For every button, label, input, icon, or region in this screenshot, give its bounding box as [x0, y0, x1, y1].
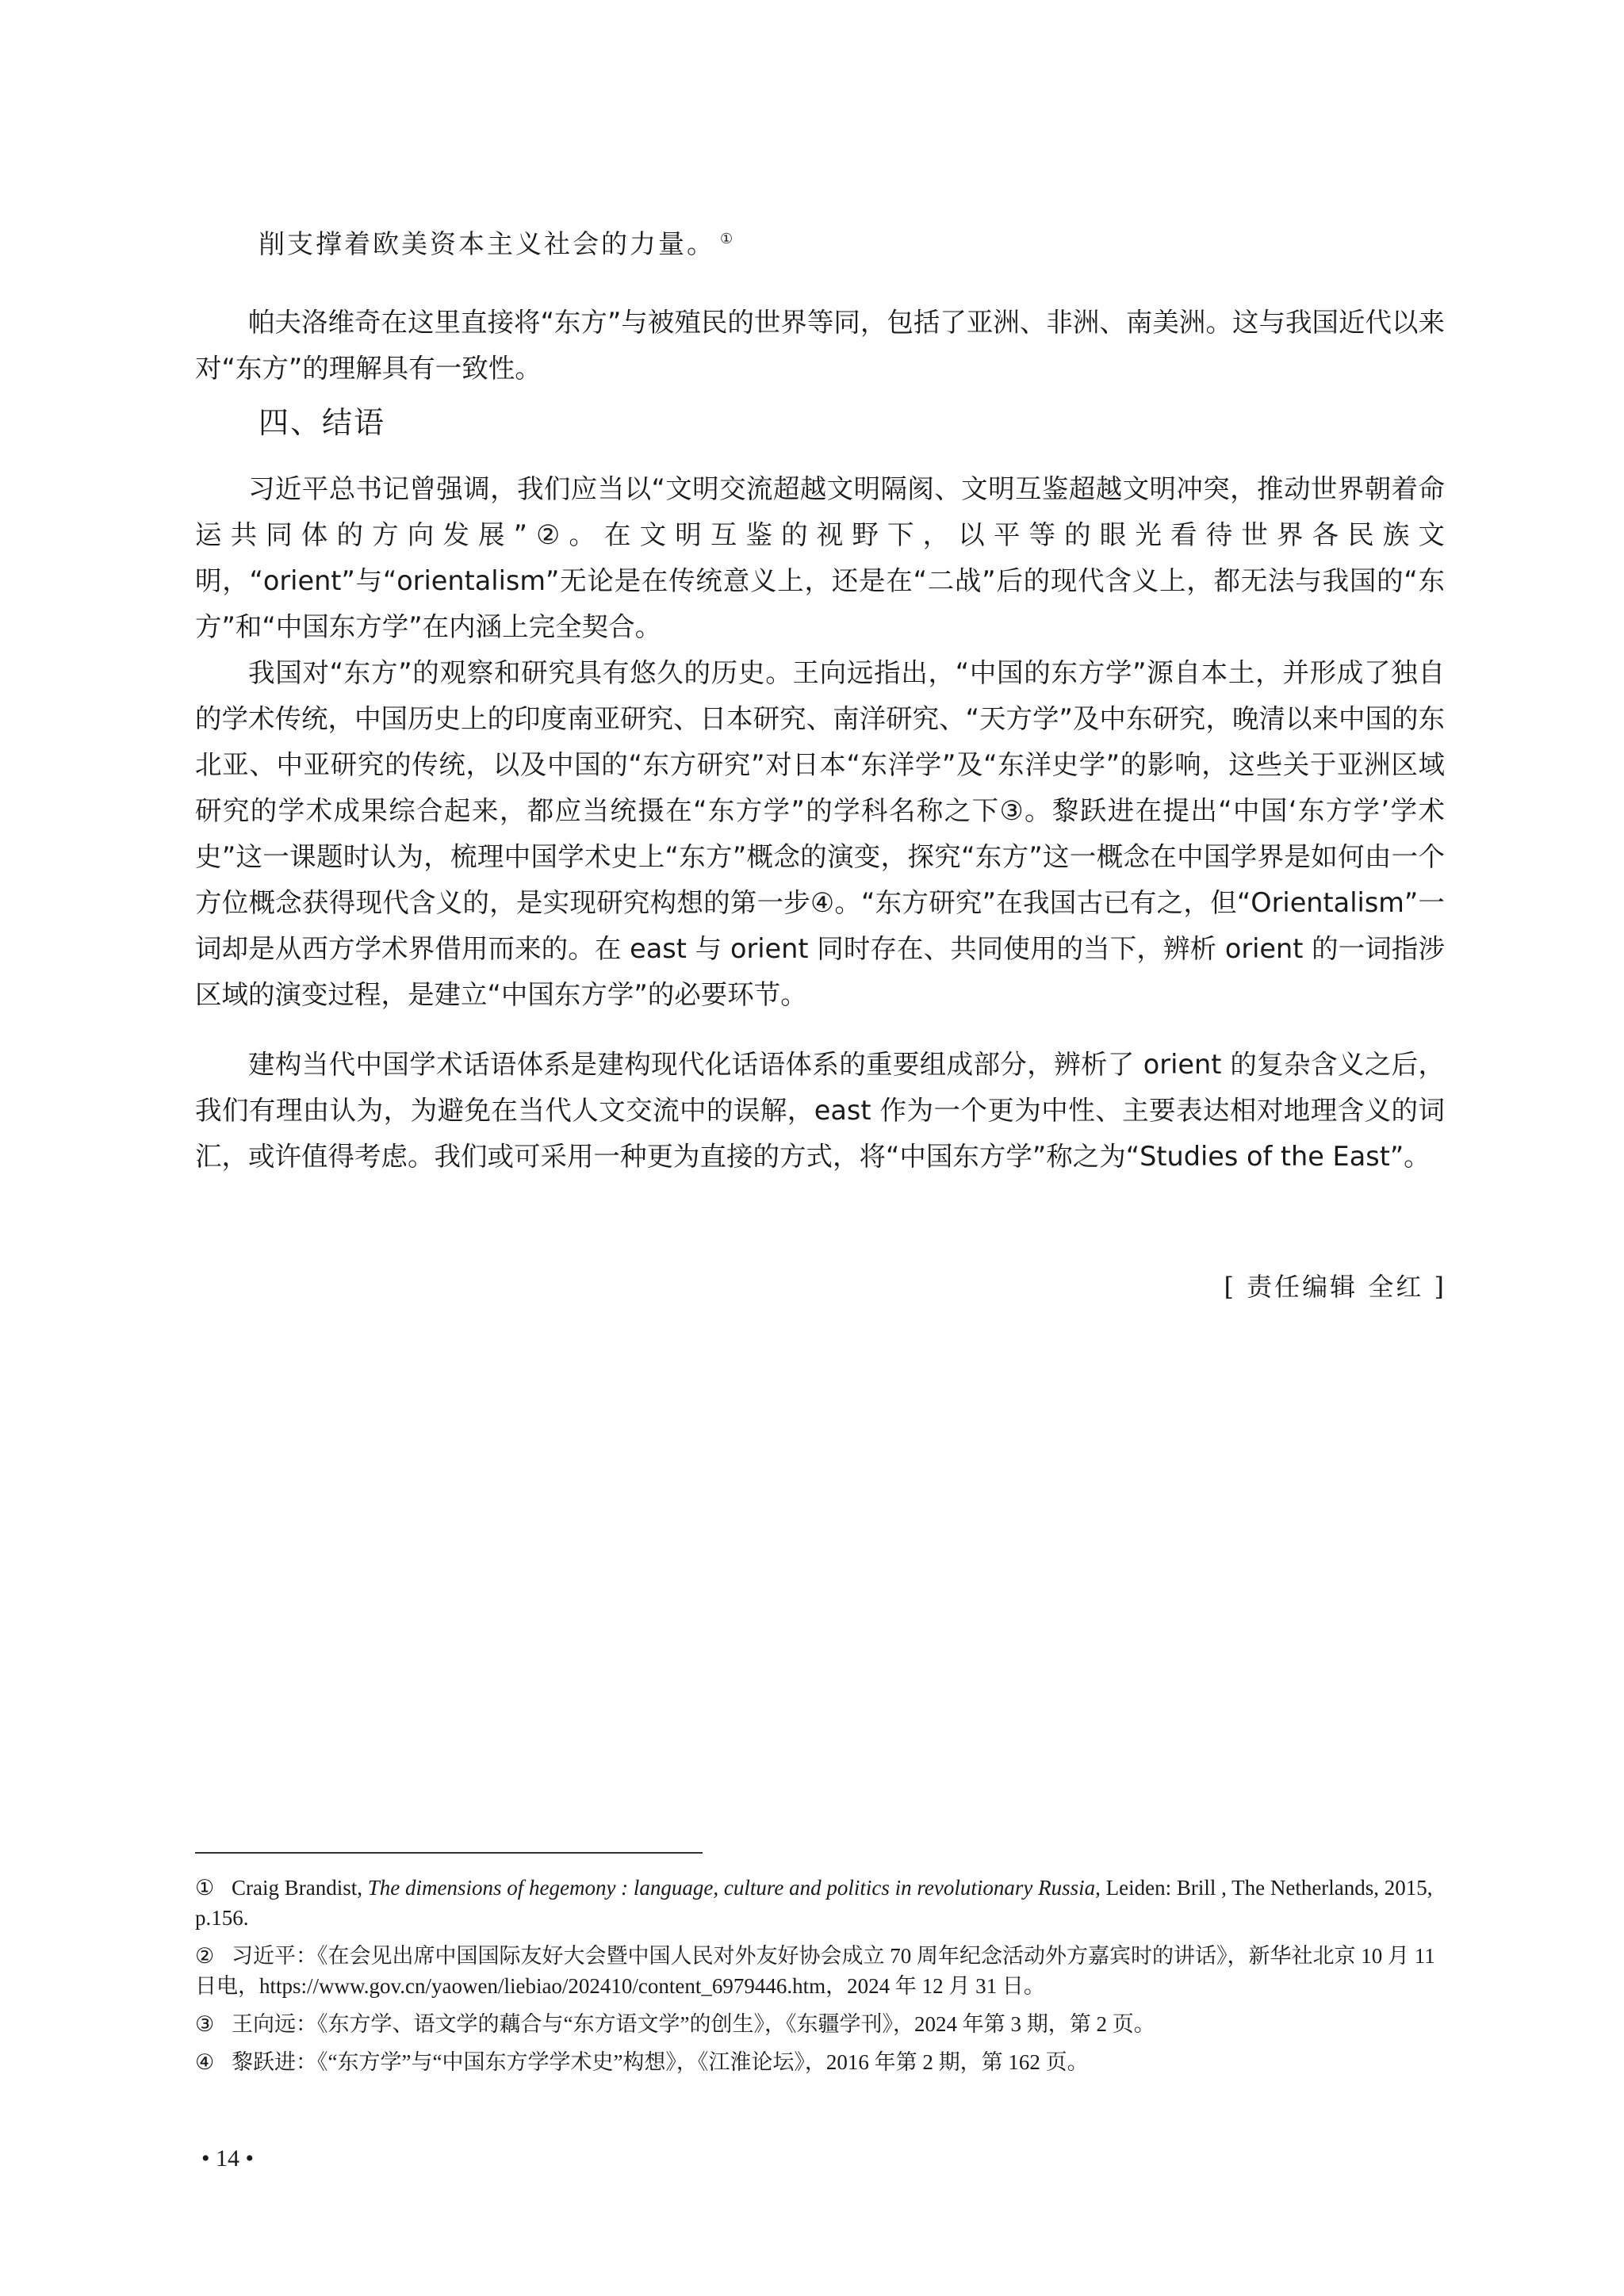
footnote-mark: ②: [195, 1944, 215, 1968]
responsible-editor: [ 责任编辑 全红 ]: [1224, 1272, 1446, 1302]
footnote-1-after: Leiden: Brill , The Netherlands, 2015, p.156.: [195, 1876, 1433, 1930]
paragraph-3: 我国对“东方”的观察和研究具有悠久的历史。王向远指出，“中国的东方学”源自本土，并形成了独自的学术传统，中国历史上的印度南亚研究、日本研究、南洋研究、“天方学”及中东研究，晚清以来中国的东北亚、中亚研究的传统，以及中国的“东方研究”对日本“东洋学”及“东洋史学”的影响，这些关于亚洲区域研究的学术成果综合起来，都应当统摄在“东方学”的学科名称之下③。黎跃进在提出“中国‘东方学’学术史”这一课题时认为，梳理中国学术史上“东方”概念的演变，探究“东方”这一概念在中国学界是如何由一个方位概念获得现代含义的，是实现研究构想的第一步④。“东方研究”在我国古已有之，但“Orientalism”一词却是从西方学术界借用而来的。在 east 与 orient 同时存在、共同使用的当下，辨析 orient 的一词指涉区域的演变过程，是建立“中国东方学”的必要环节。: [195, 657, 1445, 1010]
footnote-4: [195, 2047, 1445, 2077]
footnote-divider: [195, 1852, 703, 1854]
footnote-3-text: 王向远：《东方学、语文学的藕合与“东方语文学”的创生》，《东疆学刊》，2024 年第 3 期，第 2 页。: [232, 2012, 1155, 2036]
footnote-4-text: 黎跃进：《“东方学”与“中国东方学学术史”构想》，《江淮论坛》，2016 年第 2 期，第 162 页。: [232, 2050, 1089, 2074]
section-heading: 四、结语: [259, 405, 386, 440]
footnote-1-before: Craig Brandist,: [232, 1876, 368, 1900]
footnote-mark: ③: [195, 2012, 215, 2036]
quote-text: 削支撑着欧美资本主义社会的力量。: [259, 228, 715, 259]
paragraph-2-container: [195, 466, 1445, 650]
footnote-3: [195, 2009, 1445, 2039]
footnote-1-title: The dimensions of hegemony : language, culture and politics in revolutionary Russia,: [367, 1876, 1101, 1900]
paragraph-4: 建构当代中国学术话语体系是建构现代化话语体系的重要组成部分，辨析了 orient 的复杂含义之后，我们有理由认为，为避免在当代人文交流中的误解，east 作为一个更为中性、主要表达相对地理含义的词汇，或许值得考虑。我们或可采用一种更为直接的方式，将“中国东方学”称之为“Studies of the East”。: [195, 1049, 1445, 1172]
footnote-2-text: 习近平：《在会见出席中国国际友好大会暨中国人民对外友好协会成立 70 周年纪念活动外方嘉宾时的讲话》，新华社北京 10 月 11 日电，https://www.gov.cn/yaowen/liebiao/202410/content_6979446.htm，2024 年 12 月 31 日。: [195, 1944, 1435, 1998]
paragraph-1-container: [195, 300, 1445, 392]
paragraph-2: 习近平总书记曾强调，我们应当以“文明交流超越文明隔阂、文明互鉴超越文明冲突，推动世界朝着命运共同体的方向发展”②。在文明互鉴的视野下，以平等的眼光看待世界各民族文明，“orient”与“orientalism”无论是在传统意义上，还是在“二战”后的现代含义上，都无法与我国的“东方”和“中国东方学”在内涵上完全契合。: [195, 473, 1445, 642]
footnote-1: [195, 1873, 1445, 1933]
paragraph-4-container: [195, 1042, 1445, 1180]
paragraph-1: 帕夫洛维奇在这里直接将“东方”与被殖民的世界等同，包括了亚洲、非洲、南美洲。这与我国近代以来对“东方”的理解具有一致性。: [195, 307, 1445, 384]
paragraph-3-container: [195, 650, 1445, 1018]
footnote-mark: ④: [195, 2050, 215, 2074]
block-quote: [259, 224, 735, 261]
page-number: • 14 •: [201, 2145, 255, 2172]
footnote-ref-1[interactable]: ①: [720, 231, 736, 247]
footnotes: [195, 1873, 1445, 2085]
footnote-mark: ①: [195, 1876, 215, 1900]
footnote-2: [195, 1941, 1445, 2001]
